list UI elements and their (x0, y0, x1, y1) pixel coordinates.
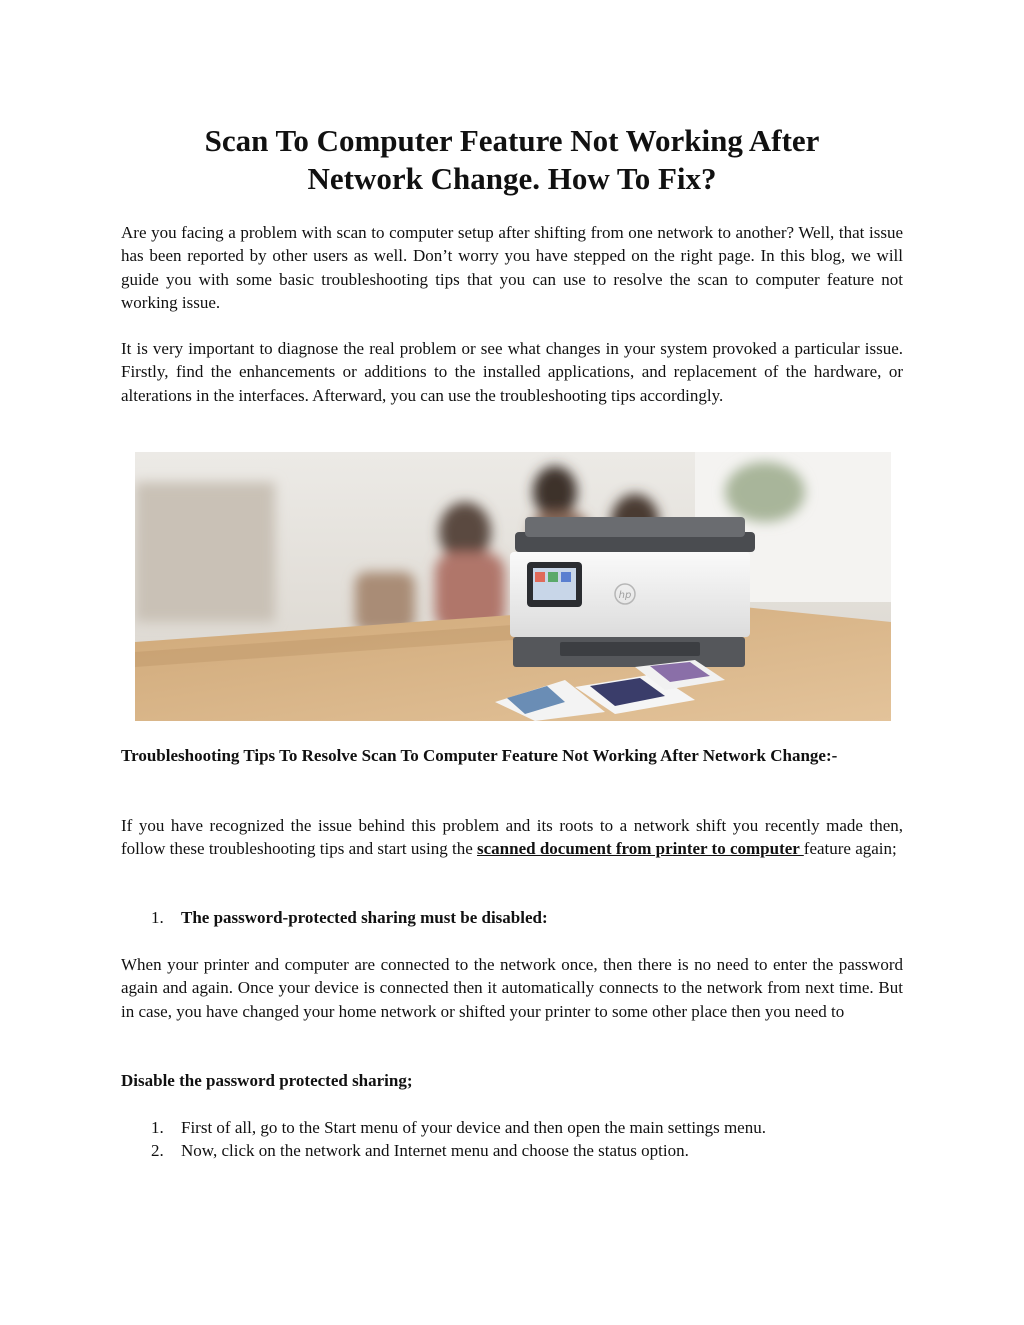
title-line-2: Network Change. How To Fix? (307, 161, 717, 196)
list-item-text: First of all, go to the Start menu of your device and then open the main settings menu. (181, 1118, 766, 1137)
disable-sharing-heading: Disable the password protected sharing; (121, 1071, 413, 1090)
tips-intro-text: If you have recognized the issue behind this problem and its roots to a network shift you recently made then, follow these troubleshooting tips and start using the (121, 816, 903, 859)
tips-heading: Troubleshooting Tips To Resolve Scan To Computer Feature Not Working After Network Change:- (121, 746, 838, 765)
intro-paragraph-1: Are you facing a problem with scan to computer setup after shifting from one network to another? Well, that issue has been reported by other users as well. Don’t worry you have stepped on the right page. In this blog, we will guide you with some basic troubleshooting tips that you can use to resolve the scan to computer feature not working issue. (121, 223, 903, 312)
hp-logo: hp (618, 590, 632, 601)
printer-shape (510, 517, 755, 667)
page-title (120, 122, 904, 198)
sharing-paragraph: When your printer and computer are connected to the network once, then there is no need to enter the password again and again. Once your device is connected then it automatically connects to the network from next time. But in case, you have changed your home network or shifted your printer to some other place then you need to (121, 955, 903, 1021)
printer-photo-illustration (135, 452, 891, 721)
list-item-text: The password-protected sharing must be disabled: (181, 908, 548, 927)
intro-paragraph-2: It is very important to diagnose the real problem or see what changes in your system provoked a particular issue. Firstly, find the enhancements or additions to the installed applications, and replacement of the hardware, or alterations in the interfaces. Afterward, you can use the troubleshooting tips accordingly. (121, 339, 903, 405)
title-line-1: Scan To Computer Feature Not Working After (204, 123, 820, 158)
steps-list (121, 1116, 903, 1163)
printer-photo (135, 452, 891, 721)
tips-list (121, 906, 903, 929)
tips-intro-paragraph (121, 814, 903, 861)
list-item (121, 906, 903, 929)
tips-intro-tail: feature again; (803, 839, 897, 859)
list-number: 1. (151, 1118, 164, 1137)
list-number: 2. (151, 1141, 164, 1161)
list-number: 1. (151, 908, 164, 927)
scanned-document-link[interactable]: scanned document from printer to computer (477, 839, 804, 859)
list-item (121, 1116, 903, 1139)
list-item (121, 1139, 903, 1162)
list-item-text: Now, click on the network and Internet menu and choose the status option. (181, 1141, 689, 1161)
